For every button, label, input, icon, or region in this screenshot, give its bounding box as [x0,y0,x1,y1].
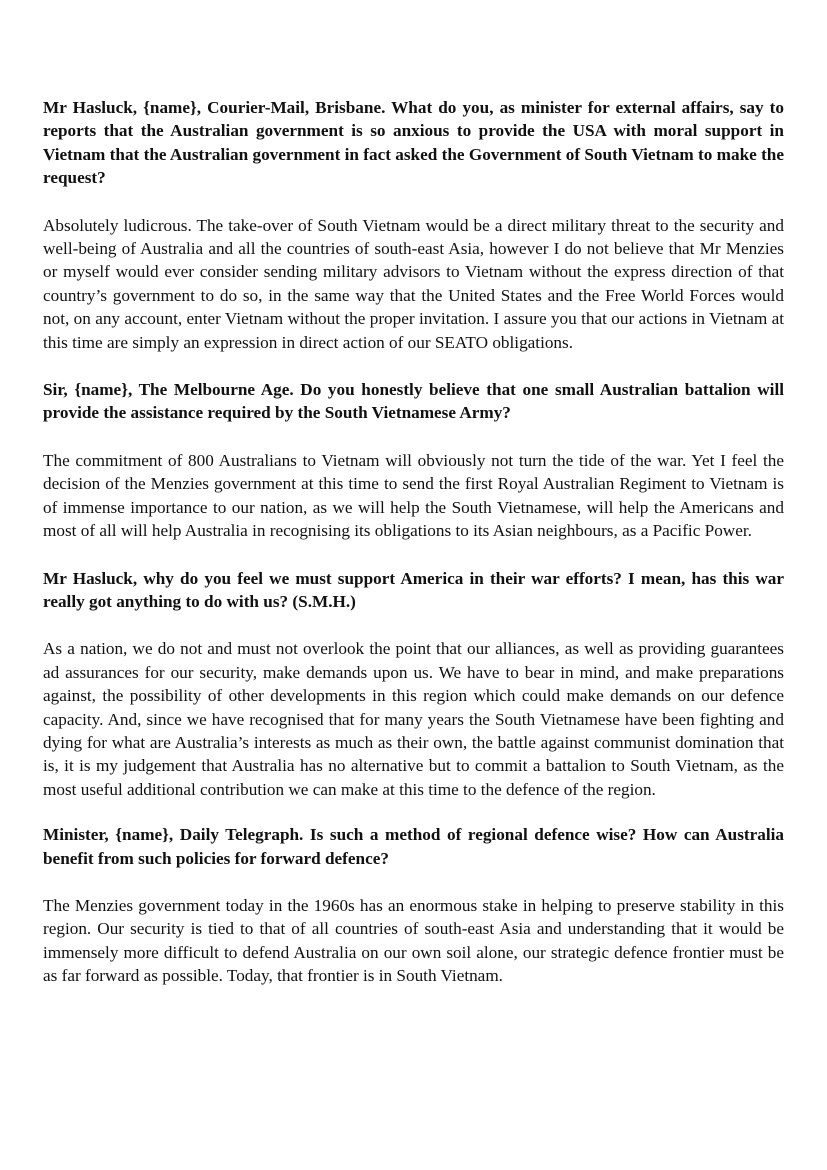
answer-4: The Menzies government today in the 1960s has an enormous stake in helping to preserve stability in this region. Our security is tied to that of all countries of south-east Asia and understanding that it would be immensely more difficult to defend Australia on our own soil alone, our strategic defence frontier must be as far forward as possible. Today, that frontier is in South Vietnam. [43,895,784,986]
question-3: Mr Hasluck, why do you feel we must support America in their war efforts? I mean, has this war really got anything to do with us? (S.M.H.) [43,568,784,611]
answer-1: Absolutely ludicrous. The take-over of South Vietnam would be a direct military threat to the security and well-being of Australia and all the countries of south-east Asia, however I do not believe that Mr Menzies or myself would ever consider sending military advisors to Vietnam without the express direction of that country’s government to do so, in the same way that the United States and the Free World Forces would not, on any account, enter Vietnam without the proper invitation. I assure you that our actions in Vietnam at this time are simply an expression in direct action of our SEATO obligations. [43,215,784,352]
question-4: Minister, {name}, Daily Telegraph. Is such a method of regional defence wise? How can Australia benefit from such policies for forward defence? [43,825,784,868]
answer-2: The commitment of 800 Australians to Vietnam will obviously not turn the tide of the war. Yet I feel the decision of the Menzies government at this time to send the first Royal Australian Regiment to Vietnam is of immense importance to our nation, as we will help the South Vietnamese, will help the Americans and most of all will help Australia in recognising its obligations to its Asian neighbours, as a Pacific Power. [43,450,784,541]
question-1: Mr Hasluck, {name}, Courier-Mail, Brisbane. What do you, as minister for external affairs, say to reports that the Australian government is so anxious to provide the USA with moral support in Vietnam that the Australian government in fact asked the Government of South Vietnam to make the request? [43,98,784,188]
question-2: Sir, {name}, The Melbourne Age. Do you honestly believe that one small Australian battalion will provide the assistance required by the South Vietnamese Army? [43,380,784,423]
document-page [43,96,784,988]
answer-3: As a nation, we do not and must not overlook the point that our alliances, as well as providing guarantees ad assurances for our security, make demands upon us. We have to bear in mind, and make preparations against, the possibility of other developments in this region which could make demands on our defence capacity. And, since we have recognised that for many years the South Vietnamese have been fighting and dying for what are Australia’s interests as much as their own, the battle against communist domination that is, it is my judgement that Australia has no alternative but to commit a battalion to South Vietnam, as the most useful additional contribution we can make at this time to the defence of the region. [43,639,784,799]
